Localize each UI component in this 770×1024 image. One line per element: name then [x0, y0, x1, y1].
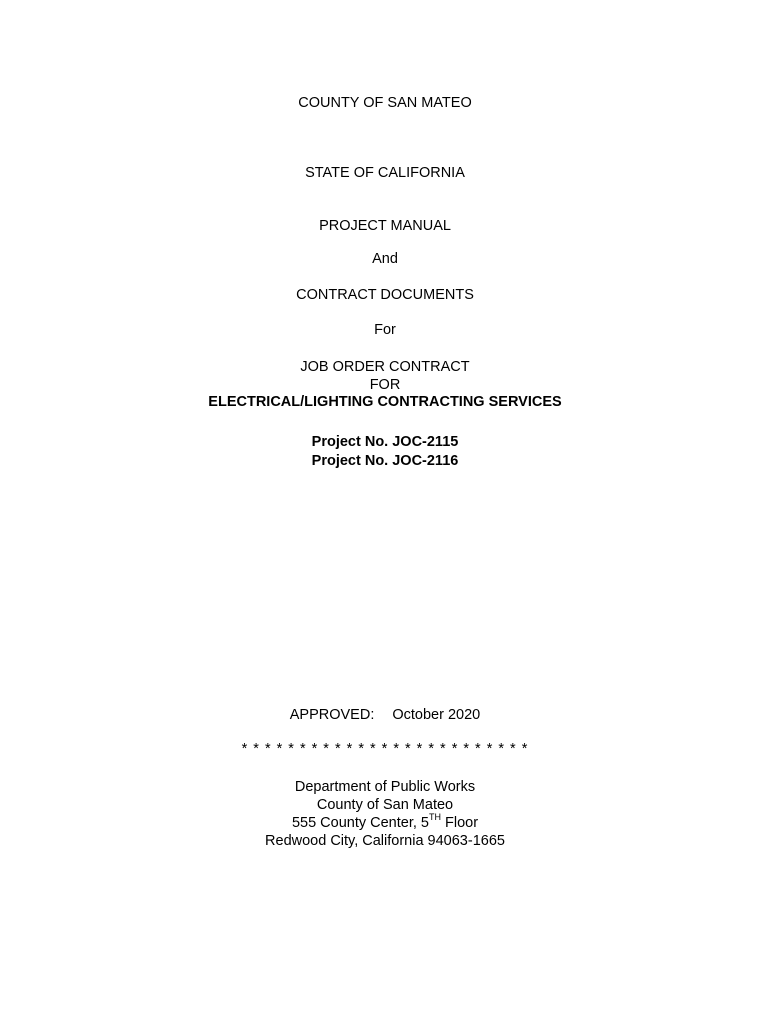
approval-line: [0, 706, 770, 724]
project-number: Project No. JOC-2116: [311, 453, 459, 469]
city-address: Redwood City, California 94063-1665: [265, 833, 505, 849]
state-heading: STATE OF CALIFORNIA: [305, 165, 465, 181]
for-caps-text: FOR: [369, 377, 401, 393]
project-number: Project No. JOC-2115: [311, 434, 459, 450]
floor-superscript: TH: [428, 812, 441, 823]
street-prefix: 555 County Center, 5: [291, 815, 429, 831]
job-order-contract-heading: JOB ORDER CONTRACT: [300, 359, 470, 375]
county-name: County of San Mateo: [316, 797, 454, 813]
department-name: Department of Public Works: [294, 779, 476, 795]
street-suffix: Floor: [440, 815, 479, 831]
approved-label: APPROVED:: [289, 707, 375, 723]
and-text: And: [372, 251, 398, 267]
street-address: [0, 814, 770, 832]
contract-documents-heading: CONTRACT DOCUMENTS: [296, 287, 474, 303]
approved-date: October 2020: [392, 707, 481, 723]
star-divider: * * * * * * * * * * * * * * * * * * * * * * * * *: [241, 741, 529, 757]
service-title: ELECTRICAL/LIGHTING CONTRACTING SERVICES: [208, 394, 562, 410]
county-heading: COUNTY OF SAN MATEO: [298, 95, 472, 111]
project-manual-heading: PROJECT MANUAL: [319, 218, 451, 234]
for-text: For: [374, 322, 396, 338]
